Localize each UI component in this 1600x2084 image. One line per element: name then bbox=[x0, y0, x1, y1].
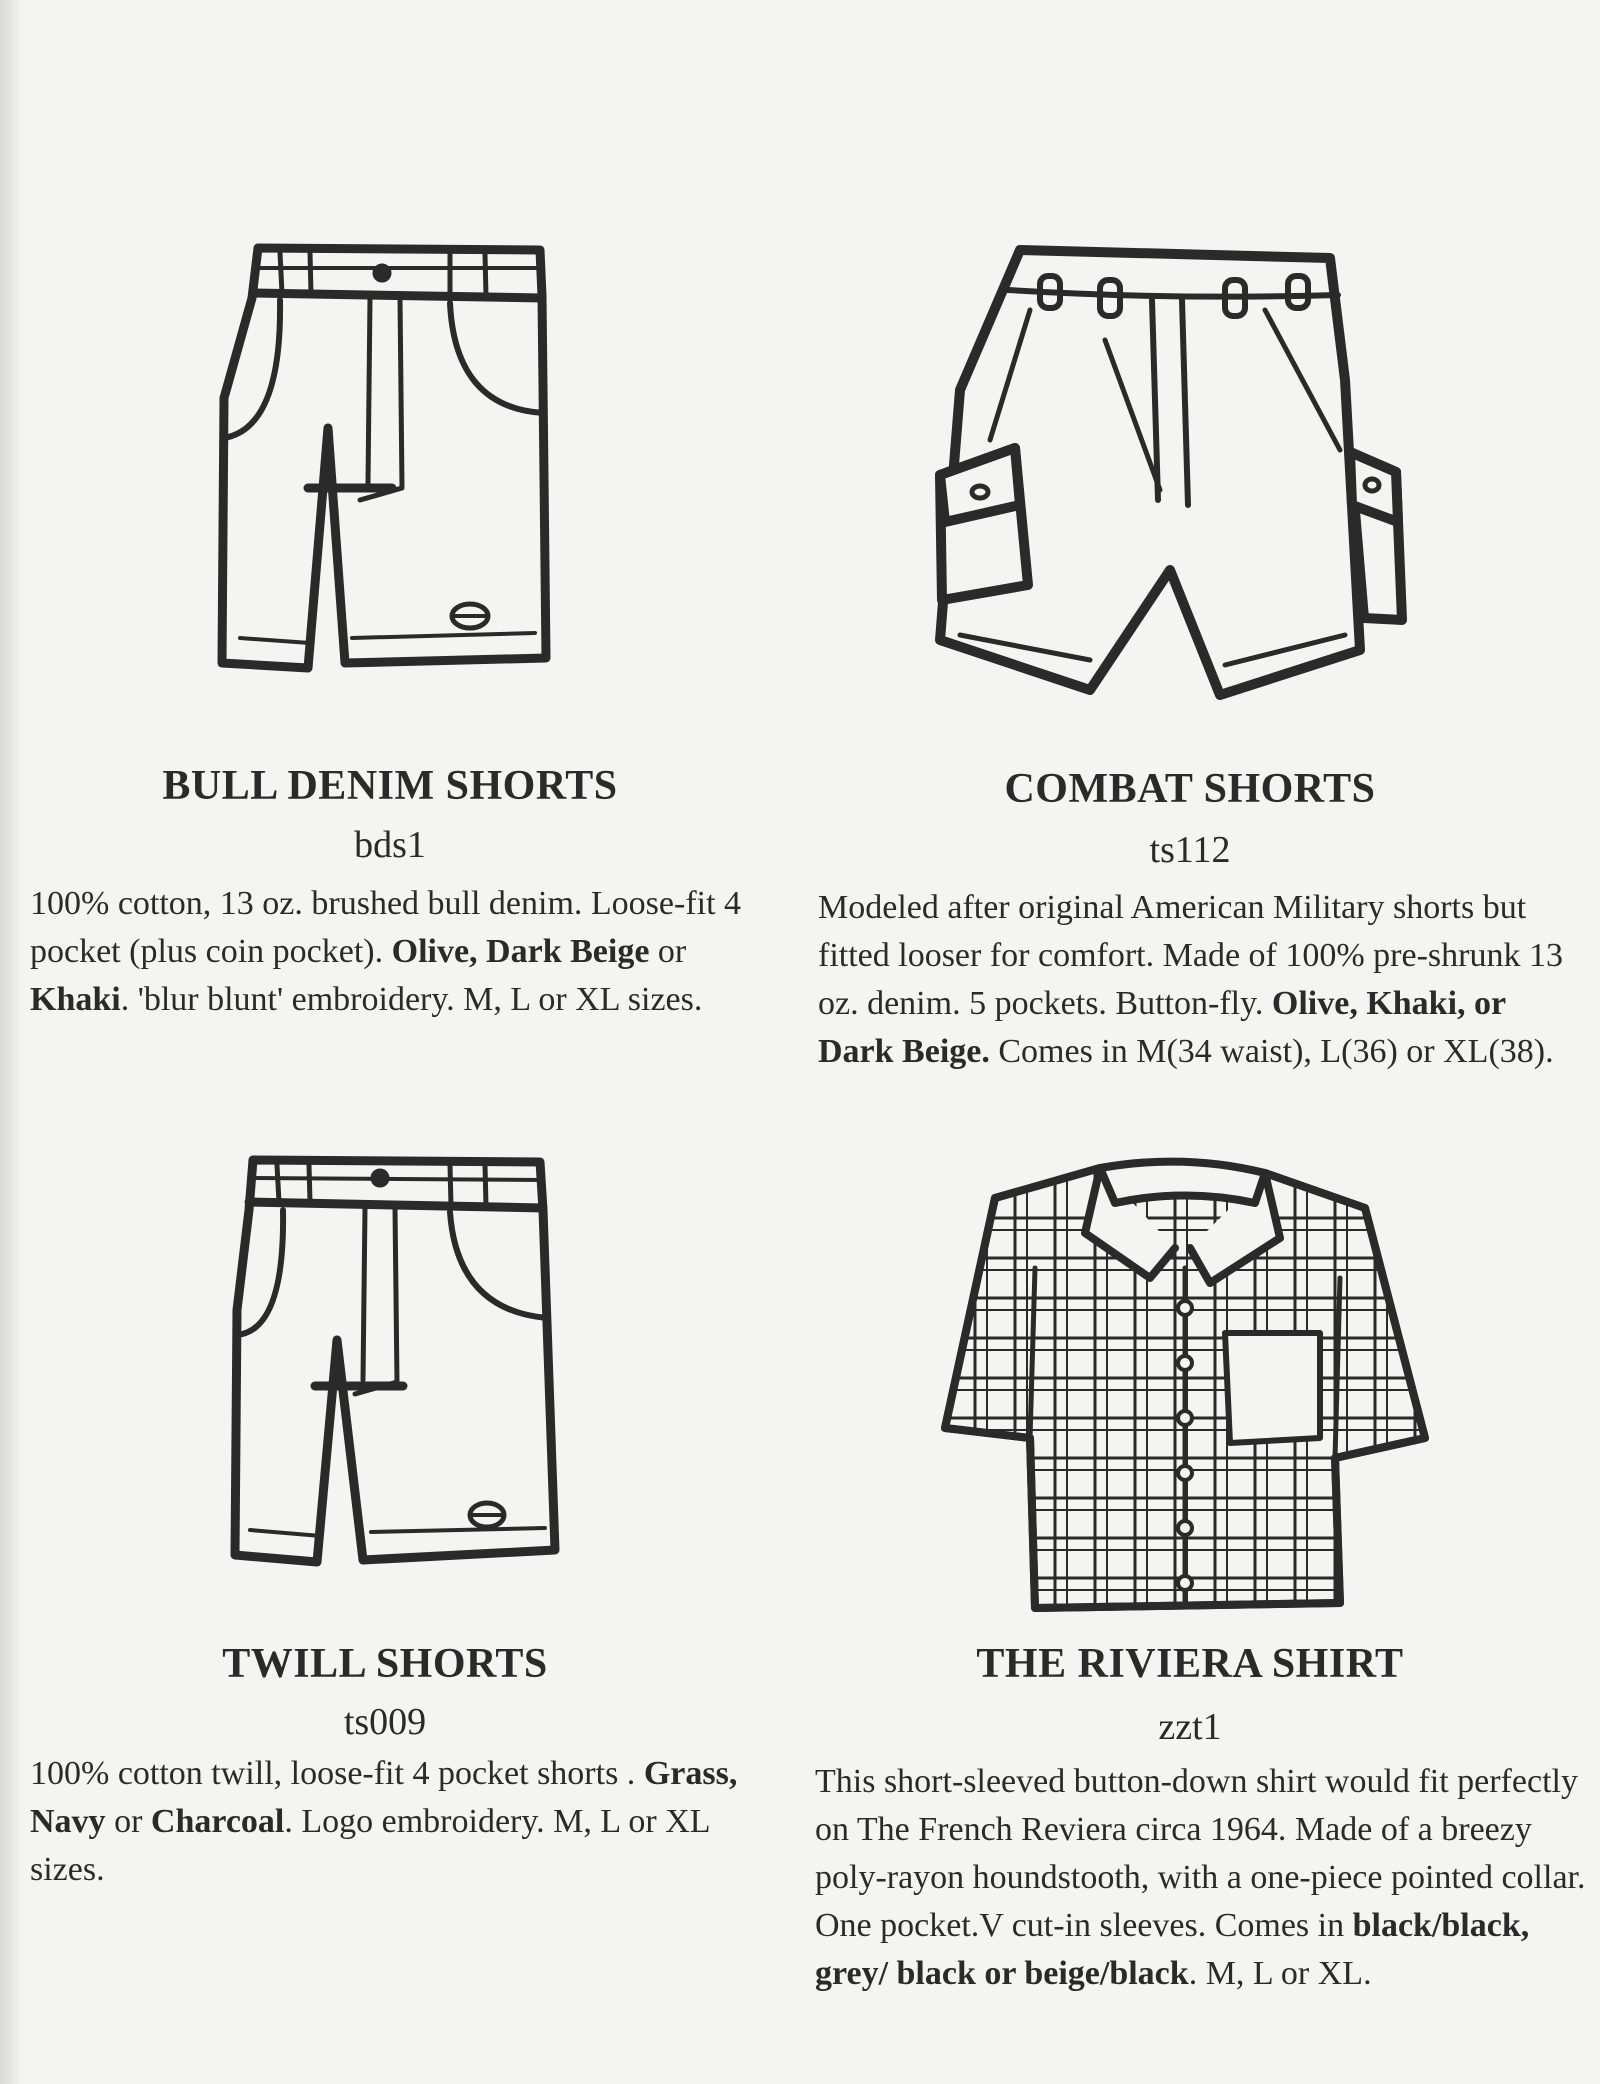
product-title: BULL DENIM SHORTS bbox=[162, 763, 618, 809]
description-text: . M, L or XL. bbox=[1188, 1955, 1372, 1992]
denim-shorts-icon bbox=[210, 238, 560, 688]
highlight-text: Charcoal bbox=[150, 1803, 285, 1840]
description-text: 100% cotton, 13 oz. brushed bull denim. Loose-fit 4 pocket (plus coin pocket). bbox=[30, 885, 742, 970]
highlight-text: Khaki bbox=[30, 981, 121, 1018]
product-title: THE RIVIERA SHIRT bbox=[976, 1641, 1404, 1687]
description-text: Comes in M(34 waist), L(36) or XL(38). bbox=[989, 1033, 1554, 1070]
description-text: Modeled after original American Military shorts but fitted looser for comfort. Made of 100% pre-shrunk 13 oz. denim. 5 pockets. Button-fly. bbox=[818, 889, 1563, 1022]
product-code: ts112 bbox=[1149, 829, 1231, 871]
product-code: bds1 bbox=[354, 824, 426, 866]
highlight-text: black/black, grey/ black or beige/black bbox=[815, 1907, 1530, 1992]
plaid-shirt-icon bbox=[935, 1148, 1435, 1618]
twill-shorts-icon bbox=[225, 1150, 560, 1580]
description-text: 100% cotton twill, loose-fit 4 pocket shorts . bbox=[30, 1755, 644, 1792]
description-text: . Logo embroidery. M, L or XL sizes. bbox=[30, 1803, 710, 1888]
product-description bbox=[818, 884, 1588, 1076]
product-description bbox=[30, 880, 770, 1024]
product-code: ts009 bbox=[343, 1701, 427, 1743]
highlight-text: Grass, Navy bbox=[30, 1755, 738, 1840]
description-text: This short-sleeved button-down shirt would fit perfectly on The French Reviera circa 1964. Made of a breezy poly-rayon houndstooth, with a one-piece pointed collar. One pocket.V cut-in sleeves. Comes in bbox=[815, 1763, 1586, 1944]
product-title: COMBAT SHORTS bbox=[1004, 766, 1376, 812]
highlight-text: Olive, Khaki, or Dark Beige. bbox=[818, 985, 1506, 1070]
description-text: or bbox=[105, 1803, 151, 1840]
product-description bbox=[30, 1750, 770, 1894]
page-binding-shadow bbox=[0, 0, 22, 2084]
description-text: or bbox=[649, 933, 687, 970]
product-title: TWILL SHORTS bbox=[222, 1641, 548, 1687]
highlight-text: Olive, Dark Beige bbox=[391, 933, 650, 970]
product-code: zzt1 bbox=[1158, 1706, 1222, 1748]
cargo-shorts-icon bbox=[920, 240, 1420, 700]
product-description bbox=[815, 1758, 1590, 1998]
description-text: . 'blur blunt' embroidery. M, L or XL sizes. bbox=[120, 981, 703, 1018]
